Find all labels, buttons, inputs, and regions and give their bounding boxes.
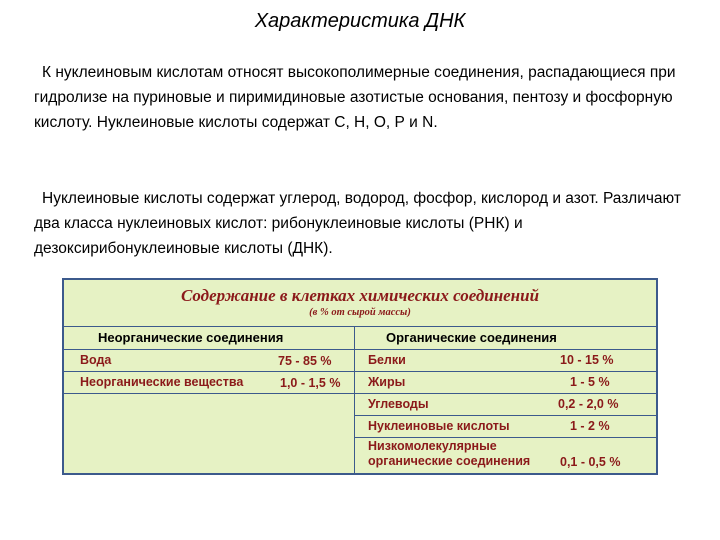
inorganic-value: 75 - 85 %	[278, 354, 332, 368]
organic-value: 1 - 5 %	[570, 375, 610, 389]
paragraph-nucleic-acids: К нуклеиновым кислотам относят высокополимерные соединения, распадающиеся при гидролизе на пуриновые и пиримидиновые азотистые основания, пентозу и фосфорную кислоту. Нуклеиновые кислоты содержат С, Н, О, Р и N.	[34, 64, 676, 131]
left-row-rule	[64, 371, 354, 372]
organic-header: Органические соединения	[386, 330, 557, 345]
organic-name: Нуклеиновые кислоты	[368, 419, 510, 433]
right-row-rule	[354, 415, 656, 416]
inorganic-header: Неорганические соединения	[98, 330, 284, 345]
table-title: Содержание в клетках химических соединений	[180, 286, 540, 305]
inorganic-value: 1,0 - 1,5 %	[280, 376, 341, 390]
organic-name: Жиры	[368, 375, 406, 389]
page-title: Характеристика ДНК	[254, 10, 466, 32]
header-top-rule	[64, 326, 656, 327]
organic-name: Низкомолекулярные органические соединения	[368, 439, 531, 468]
organic-value: 0,1 - 0,5 %	[560, 455, 621, 469]
column-divider	[354, 326, 355, 473]
paragraph-nucleic-classes: Нуклеиновые кислоты содержат углерод, водород, фосфор, кислород и азот. Различают два класса нуклеиновых кислот: рибонуклеиновые кислоты (РНК) и дезоксирибонуклеиновые кислоты (ДНК).	[34, 190, 681, 257]
organic-value: 0,2 - 2,0 %	[558, 397, 619, 411]
left-row-rule	[64, 393, 354, 394]
table-subtitle: (в % от сырой массы)	[309, 307, 411, 318]
inorganic-name: Вода	[80, 353, 112, 367]
inorganic-name: Неорганические вещества	[80, 375, 244, 389]
header-bottom-rule	[64, 349, 656, 350]
right-row-rule	[354, 393, 656, 394]
organic-value: 10 - 15 %	[560, 353, 614, 367]
composition-table	[62, 278, 658, 475]
organic-value: 1 - 2 %	[570, 419, 610, 433]
organic-name: Углеводы	[368, 397, 429, 411]
right-row-rule	[354, 371, 656, 372]
organic-name: Белки	[368, 353, 406, 367]
right-row-rule	[354, 437, 656, 438]
